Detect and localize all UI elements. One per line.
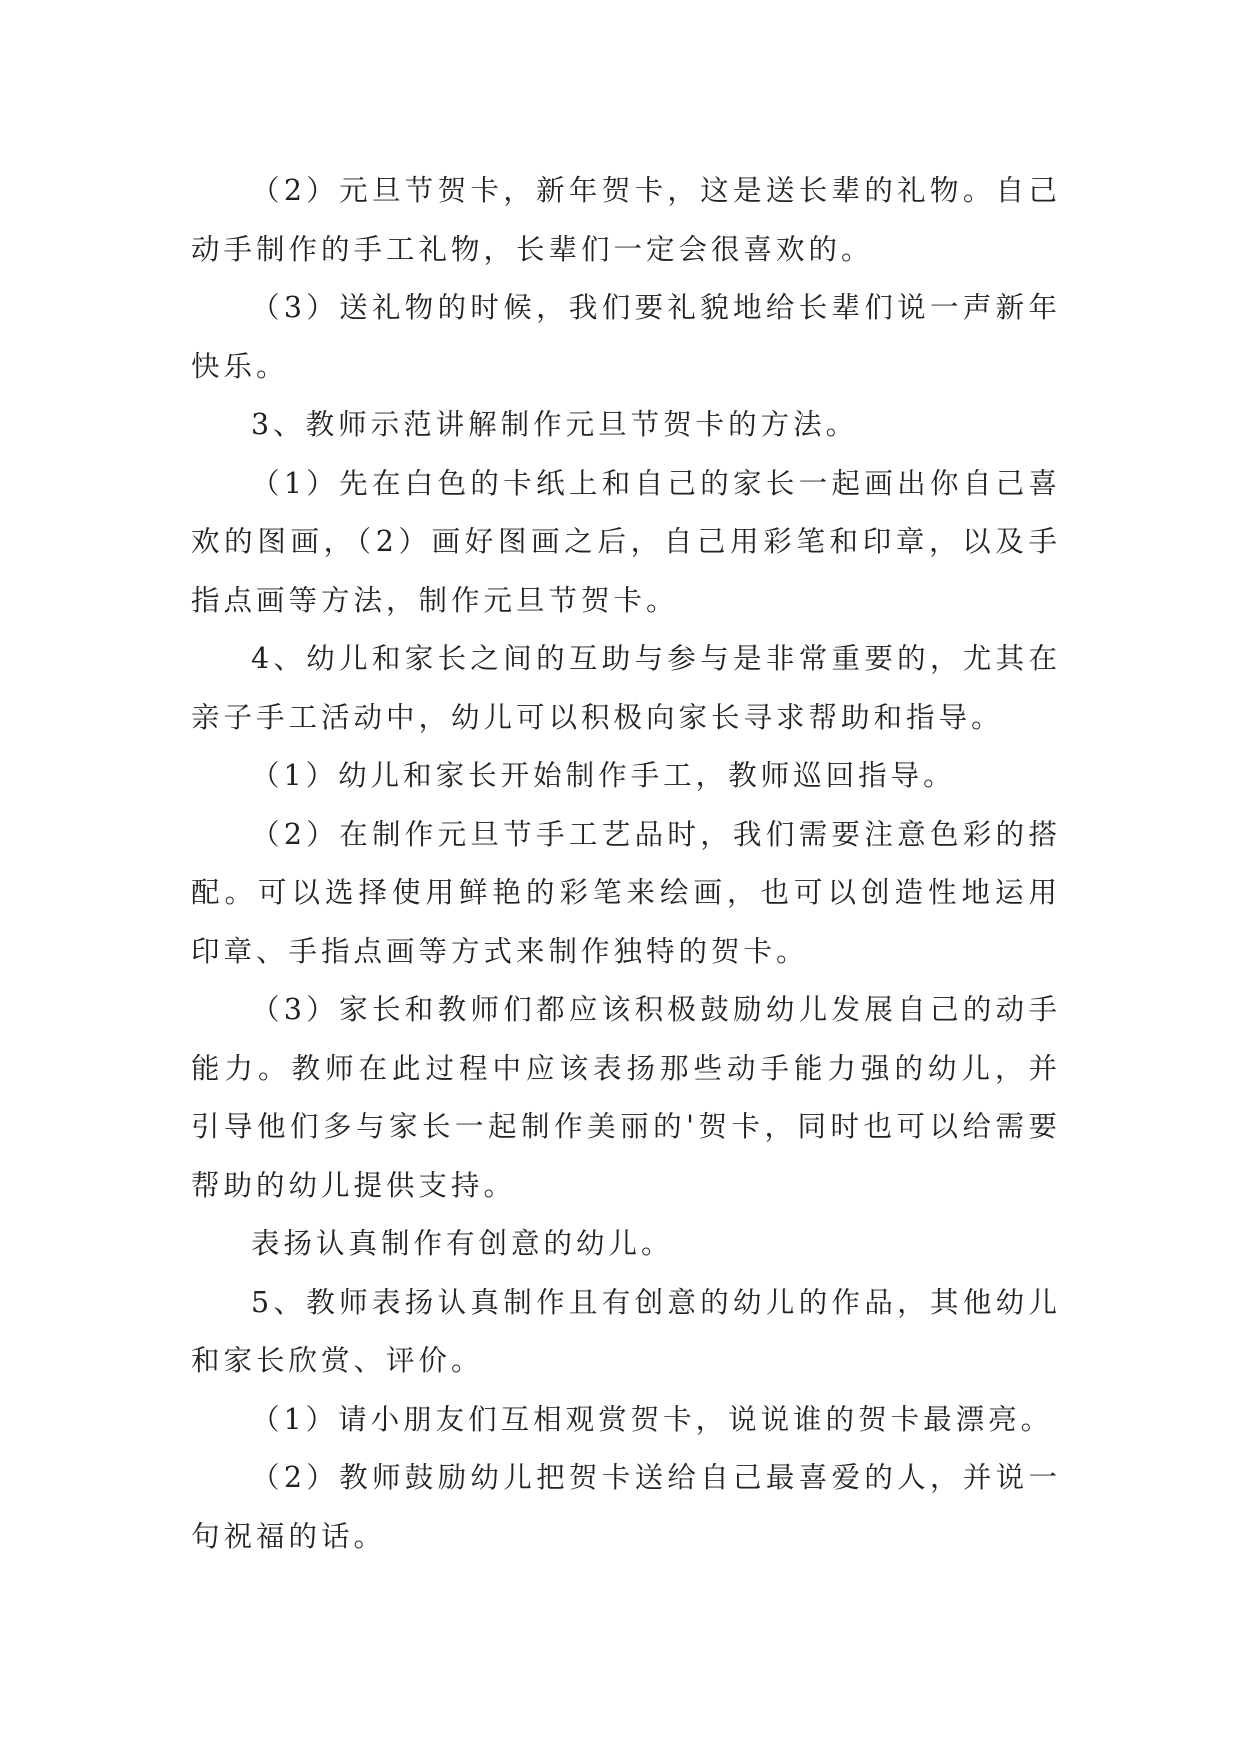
paragraph: （3）家长和教师们都应该积极鼓励幼儿发展自己的动手能力。教师在此过程中应该表扬那些动手能力强的幼儿，并引导他们多与家长一起制作美丽的'贺卡，同时也可以给需要帮助的幼儿提供支持。: [191, 993, 1061, 1202]
paragraph: （3）送礼物的时候，我们要礼貌地给长辈们说一声新年快乐。: [191, 291, 1061, 383]
paragraph: （1）幼儿和家长开始制作手工，教师巡回指导。: [251, 759, 956, 792]
paragraph: 4、幼儿和家长之间的互助与参与是非常重要的，尤其在亲子手工活动中，幼儿可以积极向家长寻求帮助和指导。: [191, 642, 1061, 734]
paragraph: （2）在制作元旦节手工艺品时，我们需要注意色彩的搭配。可以选择使用鲜艳的彩笔来绘画，也可以创造性地运用印章、手指点画等方式来制作独特的贺卡。: [191, 817, 1061, 968]
paragraph: （2）元旦节贺卡，新年贺卡，这是送长辈的礼物。自己动手制作的手工礼物，长辈们一定会很喜欢的。: [191, 174, 1061, 266]
paragraph: 5、教师表扬认真制作且有创意的幼儿的作品，其他幼儿和家长欣赏、评价。: [191, 1285, 1061, 1377]
document-body: [191, 162, 1061, 1566]
paragraph: 3、教师示范讲解制作元旦节贺卡的方法。: [251, 408, 859, 441]
paragraph: （2）教师鼓励幼儿把贺卡送给自己最喜爱的人，并说一句祝福的话。: [191, 1461, 1061, 1553]
paragraph: （1）先在白色的卡纸上和自己的家长一起画出你自己喜欢的图画，（2）画好图画之后，自己用彩笔和印章，以及手指点画等方法，制作元旦节贺卡。: [191, 466, 1061, 617]
paragraph: （1）请小朋友们互相观赏贺卡，说说谁的贺卡最漂亮。: [251, 1402, 1054, 1436]
paragraph: 表扬认真制作有创意的幼儿。: [251, 1227, 674, 1260]
